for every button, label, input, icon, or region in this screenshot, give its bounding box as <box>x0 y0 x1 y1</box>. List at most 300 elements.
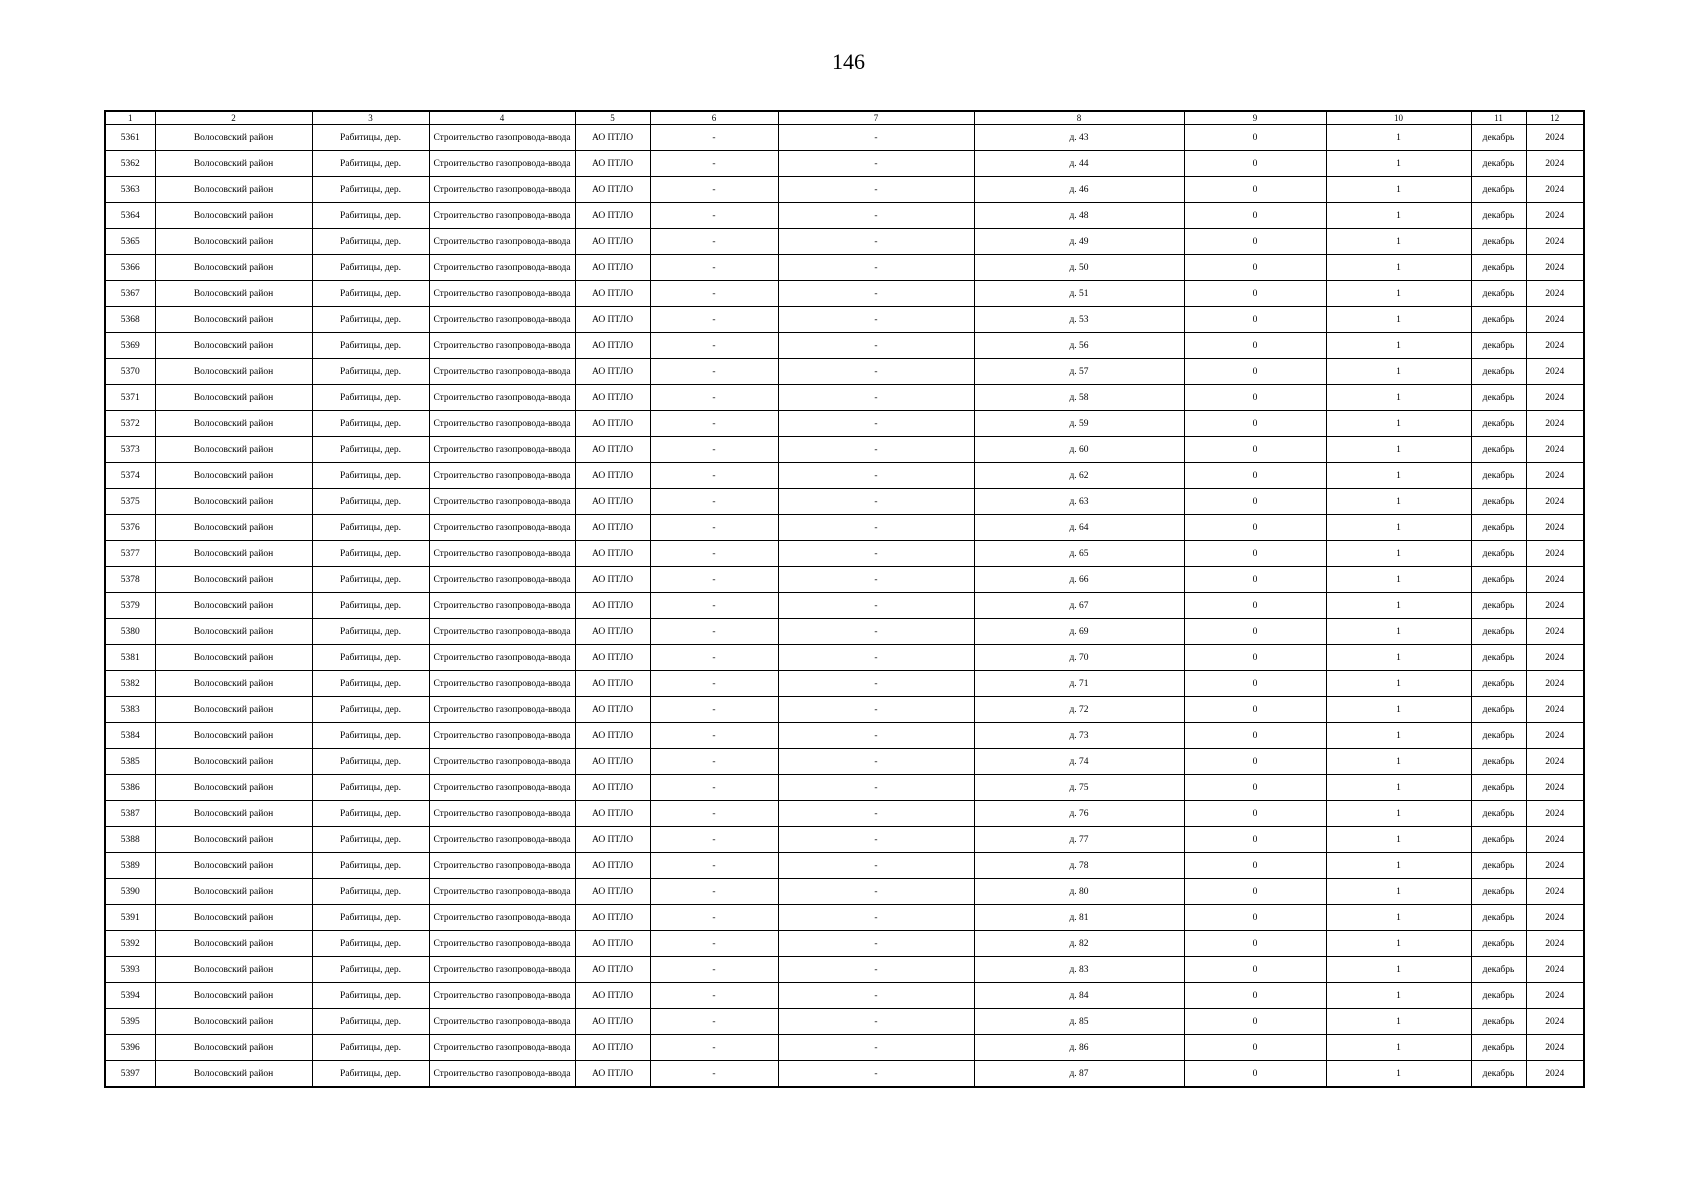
settlement-cell: Рабитицы, дер. <box>312 229 429 255</box>
table-row <box>105 333 1584 359</box>
month-cell: декабрь <box>1471 879 1526 905</box>
column-9-cell: 0 <box>1184 281 1326 307</box>
column-10-cell: 1 <box>1326 671 1471 697</box>
column-9-cell: 0 <box>1184 411 1326 437</box>
settlement-cell: Рабитицы, дер. <box>312 151 429 177</box>
month-cell: декабрь <box>1471 853 1526 879</box>
district-cell: Волосовский район <box>155 567 312 593</box>
table-row <box>105 905 1584 931</box>
column-9-cell: 0 <box>1184 229 1326 255</box>
year-cell: 2024 <box>1526 957 1584 983</box>
month-cell: декабрь <box>1471 359 1526 385</box>
year-cell: 2024 <box>1526 827 1584 853</box>
column-7-cell: - <box>778 905 974 931</box>
settlement-cell: Рабитицы, дер. <box>312 905 429 931</box>
work-type-cell: Строительство газопровода-ввода <box>429 619 575 645</box>
year-cell: 2024 <box>1526 723 1584 749</box>
year-cell: 2024 <box>1526 567 1584 593</box>
house-number-cell: д. 77 <box>974 827 1184 853</box>
column-10-cell: 1 <box>1326 177 1471 203</box>
column-7-cell: - <box>778 879 974 905</box>
column-10-cell: 1 <box>1326 879 1471 905</box>
month-cell: декабрь <box>1471 515 1526 541</box>
column-header: 9 <box>1184 111 1326 125</box>
column-header: 5 <box>575 111 650 125</box>
house-number-cell: д. 81 <box>974 905 1184 931</box>
column-6-cell: - <box>650 931 778 957</box>
settlement-cell: Рабитицы, дер. <box>312 541 429 567</box>
organization-cell: АО ПТЛО <box>575 957 650 983</box>
month-cell: декабрь <box>1471 1009 1526 1035</box>
table-row <box>105 697 1584 723</box>
house-number-cell: д. 49 <box>974 229 1184 255</box>
month-cell: декабрь <box>1471 827 1526 853</box>
house-number-cell: д. 43 <box>974 125 1184 151</box>
row-number-cell: 5388 <box>105 827 155 853</box>
house-number-cell: д. 67 <box>974 593 1184 619</box>
column-9-cell: 0 <box>1184 125 1326 151</box>
column-10-cell: 1 <box>1326 541 1471 567</box>
year-cell: 2024 <box>1526 151 1584 177</box>
year-cell: 2024 <box>1526 619 1584 645</box>
column-7-cell: - <box>778 697 974 723</box>
column-9-cell: 0 <box>1184 931 1326 957</box>
column-7-cell: - <box>778 281 974 307</box>
column-9-cell: 0 <box>1184 1009 1326 1035</box>
row-number-cell: 5380 <box>105 619 155 645</box>
organization-cell: АО ПТЛО <box>575 645 650 671</box>
organization-cell: АО ПТЛО <box>575 463 650 489</box>
column-9-cell: 0 <box>1184 359 1326 385</box>
table-row <box>105 931 1584 957</box>
column-9-cell: 0 <box>1184 307 1326 333</box>
column-10-cell: 1 <box>1326 801 1471 827</box>
column-6-cell: - <box>650 359 778 385</box>
work-type-cell: Строительство газопровода-ввода <box>429 541 575 567</box>
table-body <box>105 125 1584 1088</box>
row-number-cell: 5369 <box>105 333 155 359</box>
column-7-cell: - <box>778 515 974 541</box>
settlement-cell: Рабитицы, дер. <box>312 983 429 1009</box>
district-cell: Волосовский район <box>155 463 312 489</box>
year-cell: 2024 <box>1526 749 1584 775</box>
settlement-cell: Рабитицы, дер. <box>312 827 429 853</box>
settlement-cell: Рабитицы, дер. <box>312 957 429 983</box>
column-9-cell: 0 <box>1184 853 1326 879</box>
month-cell: декабрь <box>1471 749 1526 775</box>
year-cell: 2024 <box>1526 411 1584 437</box>
settlement-cell: Рабитицы, дер. <box>312 593 429 619</box>
table-row <box>105 619 1584 645</box>
organization-cell: АО ПТЛО <box>575 177 650 203</box>
organization-cell: АО ПТЛО <box>575 593 650 619</box>
column-6-cell: - <box>650 671 778 697</box>
column-9-cell: 0 <box>1184 775 1326 801</box>
row-number-cell: 5386 <box>105 775 155 801</box>
column-6-cell: - <box>650 333 778 359</box>
table-row <box>105 151 1584 177</box>
year-cell: 2024 <box>1526 307 1584 333</box>
organization-cell: АО ПТЛО <box>575 723 650 749</box>
organization-cell: АО ПТЛО <box>575 541 650 567</box>
column-10-cell: 1 <box>1326 697 1471 723</box>
row-number-cell: 5394 <box>105 983 155 1009</box>
row-number-cell: 5371 <box>105 385 155 411</box>
column-6-cell: - <box>650 151 778 177</box>
column-header: 10 <box>1326 111 1471 125</box>
column-6-cell: - <box>650 879 778 905</box>
table-row <box>105 541 1584 567</box>
column-10-cell: 1 <box>1326 567 1471 593</box>
district-cell: Волосовский район <box>155 437 312 463</box>
work-type-cell: Строительство газопровода-ввода <box>429 229 575 255</box>
organization-cell: АО ПТЛО <box>575 203 650 229</box>
district-cell: Волосовский район <box>155 489 312 515</box>
column-9-cell: 0 <box>1184 671 1326 697</box>
table-row <box>105 255 1584 281</box>
year-cell: 2024 <box>1526 333 1584 359</box>
work-type-cell: Строительство газопровода-ввода <box>429 827 575 853</box>
column-10-cell: 1 <box>1326 827 1471 853</box>
column-10-cell: 1 <box>1326 931 1471 957</box>
column-9-cell: 0 <box>1184 723 1326 749</box>
house-number-cell: д. 66 <box>974 567 1184 593</box>
organization-cell: АО ПТЛО <box>575 229 650 255</box>
work-type-cell: Строительство газопровода-ввода <box>429 593 575 619</box>
column-10-cell: 1 <box>1326 1061 1471 1088</box>
year-cell: 2024 <box>1526 281 1584 307</box>
column-9-cell: 0 <box>1184 1061 1326 1088</box>
work-type-cell: Строительство газопровода-ввода <box>429 177 575 203</box>
work-type-cell: Строительство газопровода-ввода <box>429 411 575 437</box>
month-cell: декабрь <box>1471 489 1526 515</box>
year-cell: 2024 <box>1526 229 1584 255</box>
house-number-cell: д. 74 <box>974 749 1184 775</box>
organization-cell: АО ПТЛО <box>575 853 650 879</box>
row-number-cell: 5368 <box>105 307 155 333</box>
work-type-cell: Строительство газопровода-ввода <box>429 437 575 463</box>
column-10-cell: 1 <box>1326 281 1471 307</box>
column-7-cell: - <box>778 1035 974 1061</box>
row-number-cell: 5374 <box>105 463 155 489</box>
column-header: 2 <box>155 111 312 125</box>
month-cell: декабрь <box>1471 931 1526 957</box>
district-cell: Волосовский район <box>155 775 312 801</box>
column-7-cell: - <box>778 359 974 385</box>
district-cell: Волосовский район <box>155 385 312 411</box>
column-9-cell: 0 <box>1184 957 1326 983</box>
column-header: 6 <box>650 111 778 125</box>
organization-cell: АО ПТЛО <box>575 671 650 697</box>
table-header <box>105 111 1584 125</box>
table-row <box>105 801 1584 827</box>
column-6-cell: - <box>650 697 778 723</box>
work-type-cell: Строительство газопровода-ввода <box>429 151 575 177</box>
row-number-cell: 5391 <box>105 905 155 931</box>
column-10-cell: 1 <box>1326 203 1471 229</box>
year-cell: 2024 <box>1526 593 1584 619</box>
settlement-cell: Рабитицы, дер. <box>312 1061 429 1088</box>
organization-cell: АО ПТЛО <box>575 515 650 541</box>
settlement-cell: Рабитицы, дер. <box>312 931 429 957</box>
district-cell: Волосовский район <box>155 359 312 385</box>
column-6-cell: - <box>650 385 778 411</box>
column-header: 7 <box>778 111 974 125</box>
organization-cell: АО ПТЛО <box>575 281 650 307</box>
column-9-cell: 0 <box>1184 983 1326 1009</box>
house-number-cell: д. 78 <box>974 853 1184 879</box>
settlement-cell: Рабитицы, дер. <box>312 645 429 671</box>
settlement-cell: Рабитицы, дер. <box>312 619 429 645</box>
year-cell: 2024 <box>1526 983 1584 1009</box>
settlement-cell: Рабитицы, дер. <box>312 697 429 723</box>
district-cell: Волосовский район <box>155 931 312 957</box>
column-10-cell: 1 <box>1326 905 1471 931</box>
organization-cell: АО ПТЛО <box>575 307 650 333</box>
work-type-cell: Строительство газопровода-ввода <box>429 879 575 905</box>
table-row <box>105 957 1584 983</box>
house-number-cell: д. 83 <box>974 957 1184 983</box>
district-cell: Волосовский район <box>155 853 312 879</box>
table-row <box>105 489 1584 515</box>
column-9-cell: 0 <box>1184 515 1326 541</box>
table-row <box>105 1061 1584 1088</box>
column-6-cell: - <box>650 775 778 801</box>
column-6-cell: - <box>650 645 778 671</box>
table-row <box>105 671 1584 697</box>
house-number-cell: д. 72 <box>974 697 1184 723</box>
district-cell: Волосовский район <box>155 905 312 931</box>
work-type-cell: Строительство газопровода-ввода <box>429 775 575 801</box>
column-7-cell: - <box>778 749 974 775</box>
column-9-cell: 0 <box>1184 645 1326 671</box>
work-type-cell: Строительство газопровода-ввода <box>429 125 575 151</box>
column-10-cell: 1 <box>1326 515 1471 541</box>
work-type-cell: Строительство газопровода-ввода <box>429 515 575 541</box>
house-number-cell: д. 53 <box>974 307 1184 333</box>
table-row <box>105 749 1584 775</box>
month-cell: декабрь <box>1471 1035 1526 1061</box>
organization-cell: АО ПТЛО <box>575 385 650 411</box>
table-row <box>105 437 1584 463</box>
year-cell: 2024 <box>1526 489 1584 515</box>
settlement-cell: Рабитицы, дер. <box>312 281 429 307</box>
month-cell: декабрь <box>1471 229 1526 255</box>
district-cell: Волосовский район <box>155 749 312 775</box>
settlement-cell: Рабитицы, дер. <box>312 385 429 411</box>
column-9-cell: 0 <box>1184 827 1326 853</box>
column-6-cell: - <box>650 723 778 749</box>
year-cell: 2024 <box>1526 203 1584 229</box>
month-cell: декабрь <box>1471 463 1526 489</box>
organization-cell: АО ПТЛО <box>575 905 650 931</box>
work-type-cell: Строительство газопровода-ввода <box>429 281 575 307</box>
work-type-cell: Строительство газопровода-ввода <box>429 1061 575 1088</box>
table-row <box>105 645 1584 671</box>
column-7-cell: - <box>778 723 974 749</box>
house-number-cell: д. 65 <box>974 541 1184 567</box>
row-number-cell: 5393 <box>105 957 155 983</box>
column-6-cell: - <box>650 255 778 281</box>
column-9-cell: 0 <box>1184 151 1326 177</box>
table-row <box>105 515 1584 541</box>
district-cell: Волосовский район <box>155 645 312 671</box>
column-header: 4 <box>429 111 575 125</box>
year-cell: 2024 <box>1526 645 1584 671</box>
month-cell: декабрь <box>1471 775 1526 801</box>
district-cell: Волосовский район <box>155 983 312 1009</box>
table-row <box>105 827 1584 853</box>
column-9-cell: 0 <box>1184 567 1326 593</box>
organization-cell: АО ПТЛО <box>575 489 650 515</box>
column-6-cell: - <box>650 541 778 567</box>
row-number-cell: 5367 <box>105 281 155 307</box>
house-number-cell: д. 87 <box>974 1061 1184 1088</box>
month-cell: декабрь <box>1471 983 1526 1009</box>
column-header: 12 <box>1526 111 1584 125</box>
organization-cell: АО ПТЛО <box>575 1009 650 1035</box>
row-number-cell: 5382 <box>105 671 155 697</box>
column-7-cell: - <box>778 203 974 229</box>
column-7-cell: - <box>778 541 974 567</box>
house-number-cell: д. 71 <box>974 671 1184 697</box>
column-7-cell: - <box>778 385 974 411</box>
settlement-cell: Рабитицы, дер. <box>312 307 429 333</box>
year-cell: 2024 <box>1526 463 1584 489</box>
house-number-cell: д. 75 <box>974 775 1184 801</box>
work-type-cell: Строительство газопровода-ввода <box>429 749 575 775</box>
column-7-cell: - <box>778 801 974 827</box>
work-type-cell: Строительство газопровода-ввода <box>429 307 575 333</box>
column-7-cell: - <box>778 229 974 255</box>
work-type-cell: Строительство газопровода-ввода <box>429 853 575 879</box>
house-number-cell: д. 59 <box>974 411 1184 437</box>
column-9-cell: 0 <box>1184 905 1326 931</box>
district-cell: Волосовский район <box>155 1061 312 1088</box>
column-7-cell: - <box>778 463 974 489</box>
table-row <box>105 567 1584 593</box>
row-number-cell: 5383 <box>105 697 155 723</box>
column-9-cell: 0 <box>1184 619 1326 645</box>
house-number-cell: д. 63 <box>974 489 1184 515</box>
table-row <box>105 463 1584 489</box>
column-9-cell: 0 <box>1184 1035 1326 1061</box>
column-6-cell: - <box>650 1061 778 1088</box>
settlement-cell: Рабитицы, дер. <box>312 853 429 879</box>
house-number-cell: д. 70 <box>974 645 1184 671</box>
row-number-cell: 5389 <box>105 853 155 879</box>
column-7-cell: - <box>778 619 974 645</box>
district-cell: Волосовский район <box>155 619 312 645</box>
column-7-cell: - <box>778 593 974 619</box>
column-10-cell: 1 <box>1326 411 1471 437</box>
organization-cell: АО ПТЛО <box>575 775 650 801</box>
district-cell: Волосовский район <box>155 333 312 359</box>
column-header: 8 <box>974 111 1184 125</box>
year-cell: 2024 <box>1526 879 1584 905</box>
month-cell: декабрь <box>1471 1061 1526 1088</box>
district-cell: Волосовский район <box>155 827 312 853</box>
column-10-cell: 1 <box>1326 307 1471 333</box>
column-10-cell: 1 <box>1326 749 1471 775</box>
house-number-cell: д. 69 <box>974 619 1184 645</box>
district-cell: Волосовский район <box>155 125 312 151</box>
column-7-cell: - <box>778 151 974 177</box>
column-10-cell: 1 <box>1326 1035 1471 1061</box>
column-7-cell: - <box>778 255 974 281</box>
column-7-cell: - <box>778 437 974 463</box>
organization-cell: АО ПТЛО <box>575 697 650 723</box>
table-row <box>105 983 1584 1009</box>
row-number-cell: 5370 <box>105 359 155 385</box>
house-number-cell: д. 57 <box>974 359 1184 385</box>
table-row <box>105 853 1584 879</box>
district-cell: Волосовский район <box>155 151 312 177</box>
settlement-cell: Рабитицы, дер. <box>312 723 429 749</box>
column-6-cell: - <box>650 489 778 515</box>
table-row <box>105 281 1584 307</box>
house-number-cell: д. 58 <box>974 385 1184 411</box>
row-number-cell: 5396 <box>105 1035 155 1061</box>
row-number-cell: 5390 <box>105 879 155 905</box>
district-cell: Волосовский район <box>155 281 312 307</box>
work-type-cell: Строительство газопровода-ввода <box>429 905 575 931</box>
row-number-cell: 5373 <box>105 437 155 463</box>
organization-cell: АО ПТЛО <box>575 125 650 151</box>
row-number-cell: 5387 <box>105 801 155 827</box>
column-9-cell: 0 <box>1184 437 1326 463</box>
table-row <box>105 307 1584 333</box>
column-7-cell: - <box>778 489 974 515</box>
column-7-cell: - <box>778 567 974 593</box>
column-6-cell: - <box>650 515 778 541</box>
column-6-cell: - <box>650 983 778 1009</box>
settlement-cell: Рабитицы, дер. <box>312 671 429 697</box>
settlement-cell: Рабитицы, дер. <box>312 489 429 515</box>
year-cell: 2024 <box>1526 541 1584 567</box>
column-6-cell: - <box>650 957 778 983</box>
house-number-cell: д. 73 <box>974 723 1184 749</box>
column-10-cell: 1 <box>1326 359 1471 385</box>
month-cell: декабрь <box>1471 593 1526 619</box>
district-cell: Волосовский район <box>155 229 312 255</box>
column-6-cell: - <box>650 1035 778 1061</box>
row-number-cell: 5361 <box>105 125 155 151</box>
column-7-cell: - <box>778 671 974 697</box>
month-cell: декабрь <box>1471 801 1526 827</box>
settlement-cell: Рабитицы, дер. <box>312 515 429 541</box>
row-number-cell: 5392 <box>105 931 155 957</box>
year-cell: 2024 <box>1526 1035 1584 1061</box>
table-row <box>105 229 1584 255</box>
column-7-cell: - <box>778 645 974 671</box>
house-number-cell: д. 56 <box>974 333 1184 359</box>
row-number-cell: 5384 <box>105 723 155 749</box>
column-6-cell: - <box>650 1009 778 1035</box>
organization-cell: АО ПТЛО <box>575 1035 650 1061</box>
year-cell: 2024 <box>1526 1009 1584 1035</box>
organization-cell: АО ПТЛО <box>575 437 650 463</box>
row-number-cell: 5376 <box>105 515 155 541</box>
column-number-row <box>105 111 1584 125</box>
column-6-cell: - <box>650 411 778 437</box>
organization-cell: АО ПТЛО <box>575 255 650 281</box>
settlement-cell: Рабитицы, дер. <box>312 177 429 203</box>
district-cell: Волосовский район <box>155 1009 312 1035</box>
house-number-cell: д. 60 <box>974 437 1184 463</box>
district-cell: Волосовский район <box>155 671 312 697</box>
column-10-cell: 1 <box>1326 489 1471 515</box>
